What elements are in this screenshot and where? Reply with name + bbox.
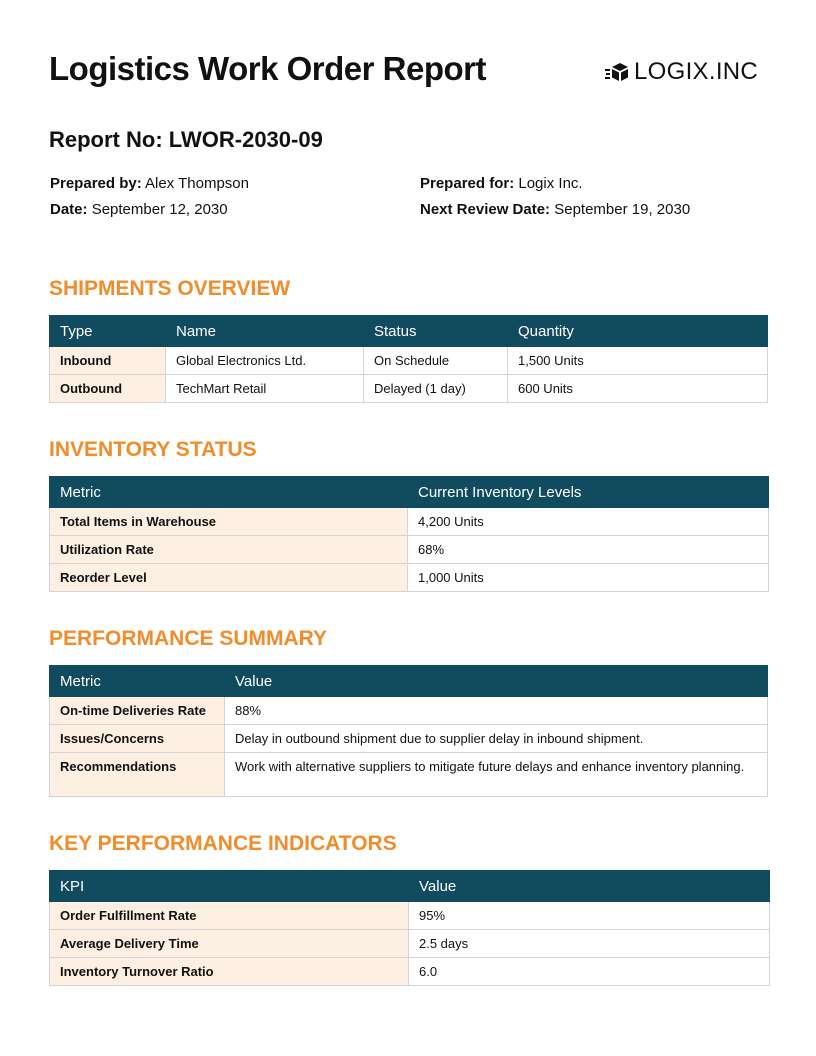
table-cell: Global Electronics Ltd.	[166, 347, 364, 375]
table-cell: TechMart Retail	[166, 375, 364, 403]
table-row	[50, 902, 770, 930]
table-cell: Issues/Concerns	[50, 725, 225, 753]
shipments-title: SHIPMENTS OVERVIEW	[49, 277, 291, 300]
table-cell: Delayed (1 day)	[364, 375, 508, 403]
table-row	[50, 697, 768, 725]
column-header: KPI	[50, 871, 409, 902]
column-header: Quantity	[508, 316, 768, 347]
column-header: Current Inventory Levels	[408, 477, 769, 508]
performance-table	[49, 665, 768, 797]
table-cell: Recommendations	[50, 753, 225, 797]
shipments-table	[49, 315, 768, 403]
table-row	[50, 564, 769, 592]
table-row	[50, 958, 770, 986]
next-review-label: Next Review Date:	[420, 201, 551, 218]
next-review-value: September 19, 2030	[554, 201, 691, 218]
table-row	[50, 375, 768, 403]
prepared-by	[50, 175, 249, 192]
report-number: Report No: LWOR-2030-09	[49, 127, 323, 152]
box-icon	[605, 61, 629, 83]
table-cell: Work with alternative suppliers to mitigate future delays and enhance inventory planning.	[225, 753, 768, 797]
table-header-row	[50, 666, 768, 697]
date-value: September 12, 2030	[91, 201, 228, 218]
table-cell: 4,200 Units	[408, 508, 769, 536]
table-header-row	[50, 316, 768, 347]
column-header: Value	[225, 666, 768, 697]
performance-title: PERFORMANCE SUMMARY	[49, 627, 328, 650]
table-cell: 68%	[408, 536, 769, 564]
table-cell: Reorder Level	[50, 564, 408, 592]
table-cell: 600 Units	[508, 375, 768, 403]
table-cell: Average Delivery Time	[50, 930, 409, 958]
table-cell: 88%	[225, 697, 768, 725]
table-row	[50, 536, 769, 564]
column-header: Type	[50, 316, 166, 347]
date-label: Date:	[50, 201, 88, 218]
table-cell: Outbound	[50, 375, 166, 403]
prepared-for-label: Prepared for:	[420, 175, 515, 192]
company-logo	[605, 58, 758, 86]
prepared-by-value: Alex Thompson	[145, 175, 249, 192]
table-cell: Total Items in Warehouse	[50, 508, 408, 536]
table-cell: 1,000 Units	[408, 564, 769, 592]
page-title: Logistics Work Order Report	[49, 50, 486, 87]
column-header: Name	[166, 316, 364, 347]
table-cell: 1,500 Units	[508, 347, 768, 375]
column-header: Metric	[50, 477, 408, 508]
column-header: Metric	[50, 666, 225, 697]
table-row	[50, 725, 768, 753]
table-cell: Order Fulfillment Rate	[50, 902, 409, 930]
table-header-row	[50, 477, 769, 508]
prepared-for-value: Logix Inc.	[518, 175, 583, 192]
table-cell: Delay in outbound shipment due to supplier delay in inbound shipment.	[225, 725, 768, 753]
table-cell: Utilization Rate	[50, 536, 408, 564]
kpi-title: KEY PERFORMANCE INDICATORS	[49, 832, 397, 855]
table-row	[50, 753, 768, 797]
next-review-date	[420, 201, 690, 218]
table-cell: On Schedule	[364, 347, 508, 375]
table-cell: Inventory Turnover Ratio	[50, 958, 409, 986]
report-date	[50, 201, 228, 218]
table-cell: Inbound	[50, 347, 166, 375]
prepared-by-label: Prepared by:	[50, 175, 142, 192]
table-cell: 6.0	[409, 958, 770, 986]
prepared-for	[420, 175, 583, 192]
table-cell: 95%	[409, 902, 770, 930]
table-row	[50, 508, 769, 536]
logo-text: LOGIX.INC	[634, 58, 759, 85]
inventory-title: INVENTORY STATUS	[49, 438, 257, 461]
table-cell: 2.5 days	[409, 930, 770, 958]
kpi-table	[49, 870, 770, 986]
table-cell: On-time Deliveries Rate	[50, 697, 225, 725]
table-header-row	[50, 871, 770, 902]
inventory-table	[49, 476, 769, 592]
table-row	[50, 347, 768, 375]
column-header: Status	[364, 316, 508, 347]
column-header: Value	[409, 871, 770, 902]
table-row	[50, 930, 770, 958]
